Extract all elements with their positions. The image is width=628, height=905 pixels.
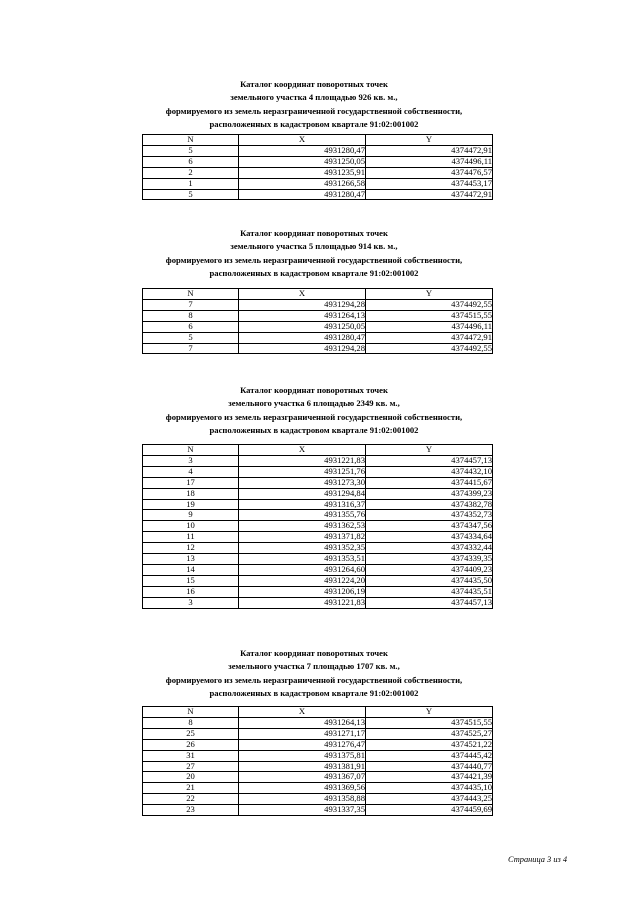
- table-row: [143, 189, 493, 200]
- y-coordinate-cell: 4374459,69: [366, 805, 493, 816]
- table-row: [143, 597, 493, 608]
- y-coordinate-cell: 4374496,11: [366, 321, 493, 332]
- x-coordinate-cell: 4931224,20: [239, 575, 366, 586]
- heading-line: расположенных в кадастровом квартале 91:02:001002: [209, 119, 419, 130]
- column-header-y: Y: [366, 707, 493, 718]
- column-header-x: X: [239, 707, 366, 718]
- y-coordinate-cell: 4374453,17: [366, 178, 493, 189]
- table-row: [143, 499, 493, 510]
- point-number-cell: 7: [143, 343, 239, 354]
- table-row: [143, 521, 493, 532]
- heading-line: формируемого из земель неразграниченной государственной собственности,: [165, 254, 463, 265]
- y-coordinate-cell: 4374472,91: [366, 332, 493, 343]
- table-row: [143, 794, 493, 805]
- y-coordinate-cell: 4374457,13: [366, 455, 493, 466]
- y-coordinate-cell: 4374521,22: [366, 739, 493, 750]
- table-row: [143, 455, 493, 466]
- table-row: [143, 739, 493, 750]
- table-row: [143, 178, 493, 189]
- heading-line: формируемого из земель неразграниченной государственной собственности,: [165, 105, 463, 116]
- y-coordinate-cell: 4374525,27: [366, 728, 493, 739]
- y-coordinate-cell: 4374435,10: [366, 783, 493, 794]
- y-coordinate-cell: 4374399,23: [366, 488, 493, 499]
- x-coordinate-cell: 4931221,83: [239, 597, 366, 608]
- y-coordinate-cell: 4374415,67: [366, 477, 493, 488]
- catalog-section-plot-5: [0, 227, 628, 353]
- column-header-n: N: [143, 135, 239, 146]
- point-number-cell: 18: [143, 488, 239, 499]
- point-number-cell: 3: [143, 597, 239, 608]
- table-header-row: [143, 445, 493, 456]
- column-header-n: N: [143, 707, 239, 718]
- table-header-row: [143, 707, 493, 718]
- x-coordinate-cell: 4931358,88: [239, 794, 366, 805]
- table-row: [143, 532, 493, 543]
- coordinates-table: [142, 706, 493, 816]
- point-number-cell: 5: [143, 145, 239, 156]
- y-coordinate-cell: 4374339,35: [366, 554, 493, 565]
- point-number-cell: 15: [143, 575, 239, 586]
- heading-line: расположенных в кадастровом квартале 91:02:001002: [209, 268, 419, 279]
- table-row: [143, 343, 493, 354]
- x-coordinate-cell: 4931352,35: [239, 543, 366, 554]
- y-coordinate-cell: 4374409,23: [366, 564, 493, 575]
- x-coordinate-cell: 4931355,76: [239, 510, 366, 521]
- x-coordinate-cell: 4931294,28: [239, 299, 366, 310]
- table-row: [143, 145, 493, 156]
- point-number-cell: 8: [143, 310, 239, 321]
- point-number-cell: 25: [143, 728, 239, 739]
- table-header-row: [143, 135, 493, 146]
- x-coordinate-cell: 4931250,05: [239, 321, 366, 332]
- heading-line: земельного участка 6 площадью 2349 кв. м.,: [228, 398, 400, 409]
- column-header-y: Y: [366, 135, 493, 146]
- y-coordinate-cell: 4374457,13: [366, 597, 493, 608]
- point-number-cell: 19: [143, 499, 239, 510]
- y-coordinate-cell: 4374515,55: [366, 717, 493, 728]
- y-coordinate-cell: 4374347,56: [366, 521, 493, 532]
- table-row: [143, 586, 493, 597]
- y-coordinate-cell: 4374492,55: [366, 343, 493, 354]
- table-row: [143, 466, 493, 477]
- x-coordinate-cell: 4931250,05: [239, 156, 366, 167]
- point-number-cell: 6: [143, 321, 239, 332]
- table-row: [143, 321, 493, 332]
- point-number-cell: 14: [143, 564, 239, 575]
- point-number-cell: 21: [143, 783, 239, 794]
- table-row: [143, 477, 493, 488]
- x-coordinate-cell: 4931280,47: [239, 145, 366, 156]
- heading-line: Каталог координат поворотных точек: [240, 385, 388, 395]
- y-coordinate-cell: 4374435,50: [366, 575, 493, 586]
- y-coordinate-cell: 4374472,91: [366, 189, 493, 200]
- x-coordinate-cell: 4931375,81: [239, 750, 366, 761]
- heading-line: формируемого из земель неразграниченной государственной собственности,: [165, 674, 463, 685]
- x-coordinate-cell: 4931206,19: [239, 586, 366, 597]
- point-number-cell: 16: [143, 586, 239, 597]
- point-number-cell: 4: [143, 466, 239, 477]
- x-coordinate-cell: 4931235,91: [239, 167, 366, 178]
- point-number-cell: 12: [143, 543, 239, 554]
- y-coordinate-cell: 4374443,25: [366, 794, 493, 805]
- catalog-section-plot-4: [0, 78, 628, 199]
- catalog-section-plot-7: [0, 647, 628, 815]
- catalog-heading: [0, 227, 628, 281]
- point-number-cell: 9: [143, 510, 239, 521]
- x-coordinate-cell: 4931367,07: [239, 772, 366, 783]
- y-coordinate-cell: 4374440,77: [366, 761, 493, 772]
- coordinates-table: [142, 134, 493, 200]
- table-row: [143, 728, 493, 739]
- table-row: [143, 310, 493, 321]
- x-coordinate-cell: 4931369,56: [239, 783, 366, 794]
- y-coordinate-cell: 4374496,11: [366, 156, 493, 167]
- table-row: [143, 156, 493, 167]
- point-number-cell: 2: [143, 167, 239, 178]
- point-number-cell: 3: [143, 455, 239, 466]
- catalog-heading: [0, 78, 628, 132]
- y-coordinate-cell: 4374472,91: [366, 145, 493, 156]
- table-row: [143, 332, 493, 343]
- point-number-cell: 20: [143, 772, 239, 783]
- y-coordinate-cell: 4374445,42: [366, 750, 493, 761]
- point-number-cell: 11: [143, 532, 239, 543]
- x-coordinate-cell: 4931294,28: [239, 343, 366, 354]
- table-row: [143, 772, 493, 783]
- table-row: [143, 167, 493, 178]
- heading-line: земельного участка 4 площадью 926 кв. м.,: [230, 92, 398, 103]
- x-coordinate-cell: 4931276,47: [239, 739, 366, 750]
- x-coordinate-cell: 4931294,84: [239, 488, 366, 499]
- x-coordinate-cell: 4931362,53: [239, 521, 366, 532]
- point-number-cell: 8: [143, 717, 239, 728]
- x-coordinate-cell: 4931280,47: [239, 189, 366, 200]
- point-number-cell: 26: [143, 739, 239, 750]
- table-row: [143, 717, 493, 728]
- point-number-cell: 5: [143, 332, 239, 343]
- catalog-heading: [0, 647, 628, 701]
- y-coordinate-cell: 4374435,51: [366, 586, 493, 597]
- x-coordinate-cell: 4931316,37: [239, 499, 366, 510]
- table-header-row: [143, 289, 493, 300]
- table-row: [143, 510, 493, 521]
- column-header-x: X: [239, 289, 366, 300]
- x-coordinate-cell: 4931221,83: [239, 455, 366, 466]
- table-row: [143, 554, 493, 565]
- column-header-x: X: [239, 445, 366, 456]
- catalog-section-plot-6: [0, 384, 628, 607]
- table-row: [143, 750, 493, 761]
- heading-line: земельного участка 5 площадью 914 кв. м.,: [230, 241, 398, 252]
- y-coordinate-cell: 4374352,73: [366, 510, 493, 521]
- table-row: [143, 761, 493, 772]
- heading-line: расположенных в кадастровом квартале 91:02:001002: [209, 688, 419, 699]
- y-coordinate-cell: 4374492,55: [366, 299, 493, 310]
- table-row: [143, 299, 493, 310]
- point-number-cell: 6: [143, 156, 239, 167]
- table-row: [143, 783, 493, 794]
- x-coordinate-cell: 4931271,17: [239, 728, 366, 739]
- x-coordinate-cell: 4931264,60: [239, 564, 366, 575]
- x-coordinate-cell: 4931371,82: [239, 532, 366, 543]
- point-number-cell: 27: [143, 761, 239, 772]
- point-number-cell: 23: [143, 805, 239, 816]
- coordinates-table: [142, 444, 493, 609]
- table-row: [143, 564, 493, 575]
- x-coordinate-cell: 4931264,13: [239, 717, 366, 728]
- point-number-cell: 1: [143, 178, 239, 189]
- y-coordinate-cell: 4374476,57: [366, 167, 493, 178]
- table-row: [143, 488, 493, 499]
- column-header-n: N: [143, 445, 239, 456]
- y-coordinate-cell: 4374332,44: [366, 543, 493, 554]
- column-header-y: Y: [366, 445, 493, 456]
- heading-line: Каталог координат поворотных точек: [240, 79, 388, 89]
- x-coordinate-cell: 4931251,76: [239, 466, 366, 477]
- page-number: Страница 3 из 4: [508, 855, 568, 864]
- table-row: [143, 543, 493, 554]
- y-coordinate-cell: 4374421,39: [366, 772, 493, 783]
- heading-line: Каталог координат поворотных точек: [240, 648, 388, 658]
- y-coordinate-cell: 4374382,78: [366, 499, 493, 510]
- catalog-heading: [0, 384, 628, 438]
- y-coordinate-cell: 4374432,10: [366, 466, 493, 477]
- table-row: [143, 805, 493, 816]
- point-number-cell: 13: [143, 554, 239, 565]
- heading-line: Каталог координат поворотных точек: [240, 228, 388, 238]
- point-number-cell: 31: [143, 750, 239, 761]
- column-header-x: X: [239, 135, 366, 146]
- column-header-y: Y: [366, 289, 493, 300]
- point-number-cell: 17: [143, 477, 239, 488]
- table-row: [143, 575, 493, 586]
- x-coordinate-cell: 4931264,13: [239, 310, 366, 321]
- point-number-cell: 22: [143, 794, 239, 805]
- point-number-cell: 7: [143, 299, 239, 310]
- heading-line: земельного участка 7 площадью 1707 кв. м.,: [228, 661, 400, 672]
- x-coordinate-cell: 4931353,51: [239, 554, 366, 565]
- x-coordinate-cell: 4931273,30: [239, 477, 366, 488]
- x-coordinate-cell: 4931337,35: [239, 805, 366, 816]
- point-number-cell: 5: [143, 189, 239, 200]
- x-coordinate-cell: 4931266,58: [239, 178, 366, 189]
- column-header-n: N: [143, 289, 239, 300]
- heading-line: расположенных в кадастровом квартале 91:02:001002: [209, 425, 419, 436]
- coordinates-table: [142, 288, 493, 354]
- x-coordinate-cell: 4931381,91: [239, 761, 366, 772]
- point-number-cell: 10: [143, 521, 239, 532]
- y-coordinate-cell: 4374334,64: [366, 532, 493, 543]
- heading-line: формируемого из земель неразграниченной государственной собственности,: [165, 411, 463, 422]
- x-coordinate-cell: 4931280,47: [239, 332, 366, 343]
- y-coordinate-cell: 4374515,55: [366, 310, 493, 321]
